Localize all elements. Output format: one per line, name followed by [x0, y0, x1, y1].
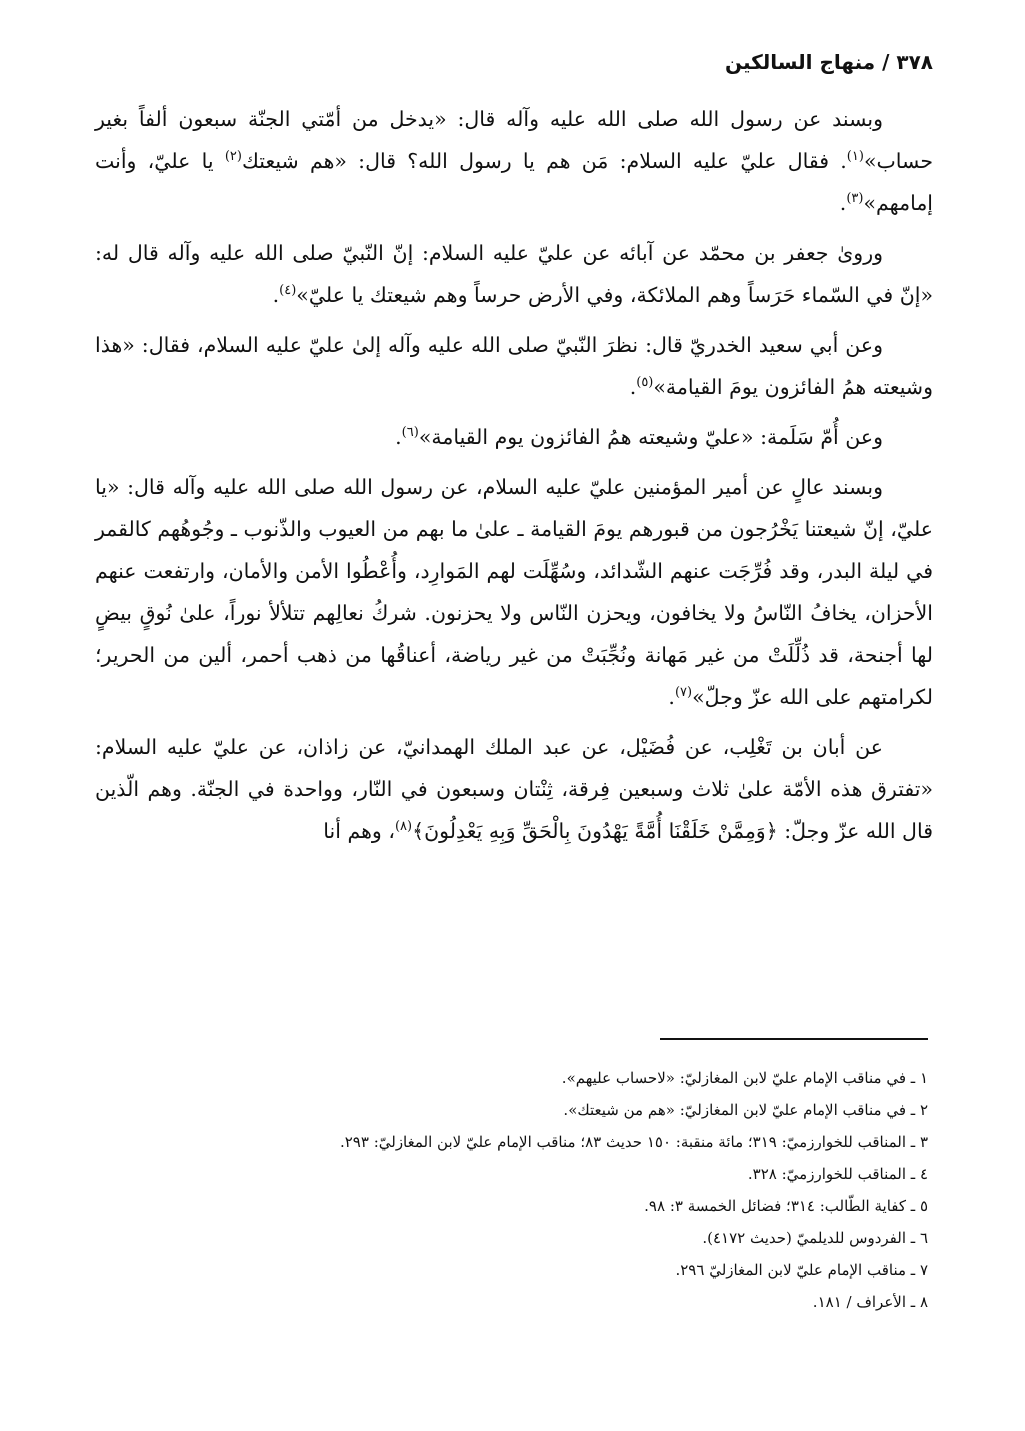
paragraph-6: [95, 726, 933, 852]
paragraph-text: وروىٰ جعفر بن محمّد عن آبائه عن عليّ عليه السلام: إنّ النّبيّ صلى الله عليه وآله قال له: «إنّ في السّماء حَرَساً وهم الملائكة، وفي الأرض حرساً وهم شيعتك يا عليّ»: [95, 241, 933, 307]
paragraph-text: ، وهم أنا: [323, 819, 395, 843]
footnote-ref[interactable]: (١): [846, 149, 864, 165]
footnote-6: ٦ ـ الفردوس للديلميّ (حديث ٤١٧٢).: [702, 1229, 928, 1247]
footnote-8: ٨ ـ الأعراف / ١٨١.: [812, 1293, 928, 1311]
main-text: [95, 98, 933, 852]
paragraph-3: [95, 324, 933, 408]
footnote-4: ٤ ـ المناقب للخوارزميّ: ٣٢٨.: [747, 1165, 928, 1183]
footnote-ref[interactable]: (٢): [224, 149, 242, 165]
footnotes-section: [88, 1062, 928, 1318]
paragraph-5: [95, 466, 933, 718]
paragraph-text: . فقال عليّ عليه السلام: مَن هم يا رسول الله؟ قال: «هم شيعتك: [241, 149, 847, 173]
paragraph-text: وعن أُمّ سَلَمة: «عليّ وشيعته همُ الفائزون يوم القيامة»: [418, 425, 883, 449]
page-header: ٣٧٨ / منهاج السالكين: [724, 50, 933, 74]
footnote-2: ٢ ـ في مناقب الإمام عليّ لابن المغازليّ: «هم من شيعتك».: [563, 1101, 928, 1119]
footnote-ref[interactable]: (٧): [674, 685, 693, 701]
footnote-3: ٣ ـ المناقب للخوارزميّ: ٣١٩؛ مائة منقبة: ١٥٠ حديث ٨٣؛ مناقب الإمام عليّ لابن المغازليّ: ٢٩٣.: [339, 1133, 928, 1151]
paragraph-text: يا عليّ، وأنت إمامهم»: [95, 149, 933, 215]
footnote-ref[interactable]: (٥): [636, 375, 654, 391]
footnote-5: ٥ ـ كفاية الطّالب: ٣١٤؛ فضائل الخمسة ٣: ٩٨.: [644, 1197, 928, 1215]
footnote-ref[interactable]: (٦): [401, 425, 419, 441]
paragraph-text: .: [272, 283, 280, 307]
footnote-ref[interactable]: (٨): [394, 819, 413, 835]
footnote-divider: [660, 1038, 928, 1040]
paragraph-text: عن أبان بن تَغْلِب، عن فُضَيْل، عن عبد الملك الهمدانيّ، عن زاذان، عن عليّ عليه السلام: «تفترق هذه الأمّة علىٰ ثلاث وسبعين فِرقة، ثِنْتان وسبعون في النّار، وواحدة في الجنّة. وهم الّذين قال الله عزّ وجلّ: ﴿وَمِمَّنْ خَلَقْنَا أُمَّةً يَهْدُونَ بِالْحَقِّ وَبِهِ يَعْدِلُونَ﴾: [95, 735, 933, 843]
paragraph-text: .: [629, 375, 637, 399]
paragraph-text: وعن أبي سعيد الخدريّ قال: نظرَ النّبيّ صلى الله عليه وآله إلىٰ عليّ عليه السلام، فقال: «هذا وشيعته همُ الفائزون يومَ القيامة»: [95, 333, 933, 399]
paragraph-text: وبسند عن رسول الله صلى الله عليه وآله قال: «يدخل من أمّتي الجنّة سبعون ألفاً بغير حساب»: [95, 107, 933, 173]
paragraph-text: .: [395, 425, 402, 449]
footnote-ref[interactable]: (٣): [846, 191, 864, 207]
paragraph-text: .: [668, 685, 675, 709]
paragraph-text: وبسند عالٍ عن أمير المؤمنين عليّ عليه السلام، عن رسول الله صلى الله عليه وآله قال: «يا عليّ، إنّ شيعتنا يَخْرُجون من قبورهم يومَ القيامة ـ علىٰ ما بهم من العيوب والذّنوب ـ وجُوهُهم كالقمر في ليلة البدر، وقد فُرِّجَت عنهم الشّدائد، وسُهِّلَت لهم المَوارِد، وأُعْطُوا الأمن والأمان، وارتفعت عنهم الأحزان، يخافُ النّاسُ ولا يخافون، ويحزن النّاس ولا يحزنون. شركُ نعالِهم تتلألأ نوراً، علىٰ نُوقٍ بيضٍ لها أجنحة، قد ذُلِّلَتْ من غير مَهانة ونُجِّبَتْ من غير رياضة، أعناقُها من ذهب أحمر، ألين من الحرير؛ لكرامتهم على الله عزّ وجلّ»: [95, 475, 933, 709]
footnote-7: ٧ ـ مناقب الإمام عليّ لابن المغازليّ ٢٩٦.: [675, 1261, 928, 1279]
paragraph-text: .: [839, 191, 847, 215]
footnote-1: ١ ـ في مناقب الإمام عليّ لابن المغازليّ: «لاحساب عليهم».: [561, 1069, 928, 1087]
paragraph-1: [95, 98, 933, 224]
paragraph-2: [95, 232, 933, 316]
paragraph-4: [95, 416, 933, 458]
footnote-ref[interactable]: (٤): [279, 283, 297, 299]
